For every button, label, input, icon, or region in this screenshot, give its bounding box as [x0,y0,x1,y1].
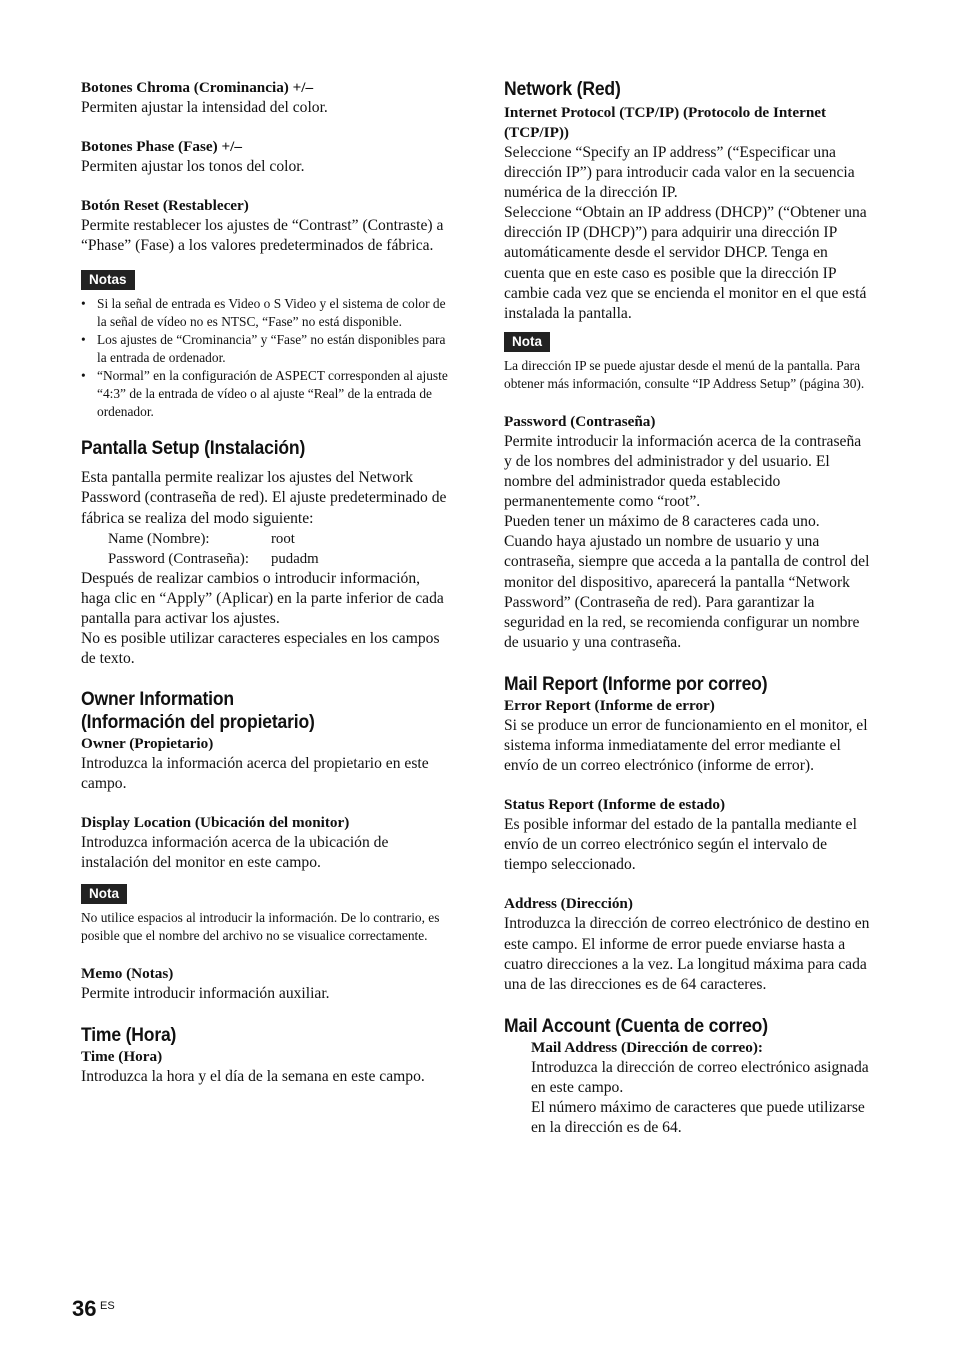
password-text-1: Permite introducir la información acerca de la contraseña y de los nombres del administrador y del usuario. El nombre del administrador queda establecido permanentemente como “root”. [504,432,862,511]
time-heading: Time (Hora) [81,1023,177,1046]
reset-title: Botón Reset (Restablecer) [81,197,249,215]
page-number: 36 [72,1296,97,1321]
nota-badge: Nota [81,884,127,904]
tcp-text-1: Seleccione “Specify an IP address” (“Especificar una dirección IP”) para introducir cada valor en la secuencia numérica de la dirección IP. [504,144,855,202]
chroma-text: Permiten ajustar la intensidad del color. [81,99,328,116]
nota-block-right [504,332,872,393]
network-heading: Network (Red) [504,78,621,100]
status-report-text: Es posible informar del estado de la pantalla mediante el envío de un correo electrónico según el intervalo de tiempo seleccionado. [504,816,857,874]
error-report-text: Si se produce un error de funcionamiento en el monitor, el sistema informa inmediatamente del error mediante el envío de un correo electrónico (informe de error). [504,716,868,775]
chroma-title: Botones Chroma (Crominancia) +/– [81,79,314,96]
nota-block-left [81,884,453,945]
list-item: • Los ajustes de “Crominancia” y “Fase” no están disponibles para la entrada de ordenador. [81,332,446,366]
error-report-title: Error Report (Informe de error) [504,696,715,714]
left-column [81,78,453,1087]
tcp-section [504,103,872,324]
error-report-section [504,696,872,776]
default-name-row: Name (Nombre): root [108,530,295,547]
password-text-2: Pueden tener un máximo de 8 caracteres cada uno. Cuando haya ajustado un nombre de usuario y una contraseña, siempre que acceda a la pantalla de control del monitor del dispositivo, aparecerá la pantalla “Network Password” (Contraseña de red). Para garantizar la seguridad en la red, se recomienda configurar un nombre de usuario y una contraseña. [504,513,870,651]
chroma-section [81,78,453,118]
address-text: Introduzca la dirección de correo electrónico de destino en este campo. El informe de error puede enviarse hasta a cuatro direcciones a la vez. La longitud máxima para cada una de las direcciones es de 64 caracteres. [504,915,870,993]
mail-report-heading: Mail Report (Informe por correo) [504,672,768,695]
tcp-title: Internet Protocol (TCP/IP) (Protocolo de Internet (TCP/IP)) [504,104,827,141]
display-text: Introduzca información acerca de la ubicación de instalación del monitor en este campo. [81,834,389,872]
address-title: Address (Dirección) [504,895,633,913]
setup-heading: Pantalla Setup (Instalación) [81,437,306,460]
display-section [81,813,453,873]
owner-section [81,734,453,794]
setup-text: Esta pantalla permite realizar los ajustes del Network Password (contraseña de red). El ajuste predeterminado de fábrica se realiza del modo siguiente: [81,469,447,527]
list-item: • Si la señal de entrada es Video o S Video y el sistema de color de la señal de vídeo no es NTSC, “Fase” no está disponible. [81,296,446,330]
setup-text-2: Después de realizar cambios o introducir información, haga clic en “Apply” (Aplicar) en la parte inferior de cada pantalla para activar los ajustes. [81,569,444,627]
time-title: Time (Hora) [81,1047,163,1065]
notas-list [81,295,453,421]
mail-account-heading: Mail Account (Cuenta de correo) [504,1014,768,1037]
memo-text: Permite introducir información auxiliar. [81,984,330,1002]
password-section [504,412,872,653]
list-item: • “Normal” en la configuración de ASPECT corresponden al ajuste “4:3” de la entrada de vídeo o al ajuste “Real” de la entrada de ordenador. [81,368,448,420]
default-password-row: Password (Contraseña): pudadm [108,550,319,567]
status-report-title: Status Report (Informe de estado) [504,796,726,814]
mail-address-text-1: Introduzca la dirección de correo electrónico asignada en este campo. [531,1058,869,1096]
memo-section [81,964,453,1004]
mail-address-section [504,1038,872,1138]
memo-title: Memo (Notas) [81,964,174,982]
nota-badge: Nota [504,332,550,352]
notas-badge: Notas [81,270,135,290]
setup-text-3: No es posible utilizar caracteres especiales en los campos de texto. [81,629,440,668]
time-text: Introduzca la hora y el día de la semana en este campo. [81,1067,425,1085]
address-section [504,894,872,994]
reset-section [81,196,453,256]
notas-block [81,270,453,421]
phase-text: Permiten ajustar los tonos del color. [81,158,305,176]
owner-title: Owner (Propietario) [81,735,214,753]
time-section [81,1047,453,1087]
status-report-section [504,795,872,875]
password-title: Password (Contraseña) [504,412,656,430]
tcp-text-2: Seleccione “Obtain an IP address (DHCP)” (“Obtener una dirección IP (DHCP)”) para adquirir una dirección IP automáticamente desde el servidor DHCP. Tenga en cuenta que en este caso es posible que la dirección IP cambie cada vez que se encienda el monitor en el que está instalada la pantalla. [504,204,867,322]
nota-text: No utilice espacios al introducir la información. De lo contrario, es posible que el nombre del archivo no se visualice correctamente. [81,909,440,943]
owner-heading: Owner Information (Información del propietario) [81,688,315,734]
setup-section [81,468,453,669]
phase-section [81,137,453,177]
reset-text: Permite restablecer los ajustes de “Contrast” (Contraste) a “Phase” (Fase) a los valores predeterminados de fábrica. [81,217,444,255]
display-title: Display Location (Ubicación del monitor) [81,814,350,832]
mail-address-title: Mail Address (Dirección de correo): [531,1038,763,1056]
owner-text: Introduzca la información acerca del propietario en este campo. [81,755,429,793]
page-language-suffix: ES [100,1300,115,1312]
right-column [504,78,872,1138]
nota-text: La dirección IP se puede ajustar desde el menú de la pantalla. Para obtener más información, consulte “IP Address Setup” (página 30). [504,357,865,391]
phase-title: Botones Phase (Fase) +/– [81,138,242,156]
mail-address-text-2: El número máximo de caracteres que puede utilizarse en la dirección es de 64. [531,1099,865,1137]
